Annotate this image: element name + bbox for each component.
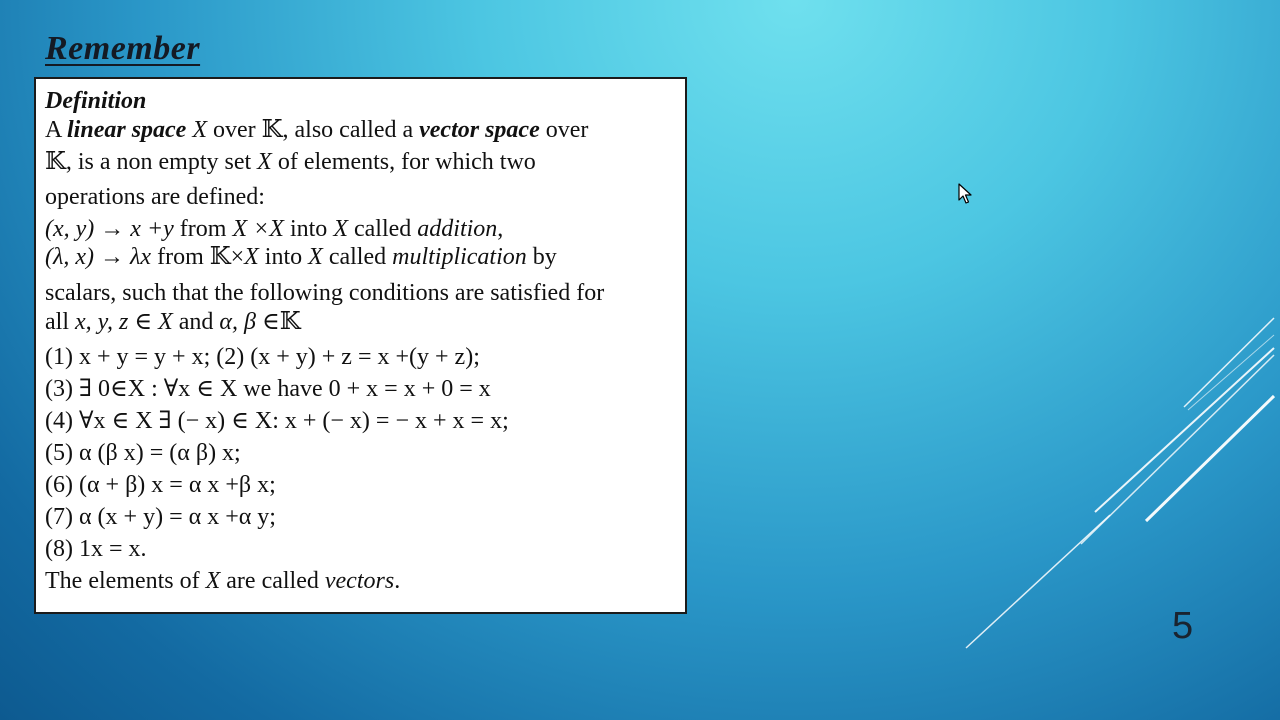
definition-line-1: A linear space X over 𝕂, also called a vector space over [45,117,589,143]
definition-line-6: scalars, such that the following conditions are satisfied for [45,280,605,306]
definition-line-3: operations are defined: [45,184,265,210]
slide-title: Remember [45,30,201,67]
multiplication-line: (λ, x) → λx from 𝕂×X into X called multiplication by [45,244,557,270]
condition-6: (6) (α + β) x = α x +β x; [45,472,276,498]
definition-line-7: all x, y, z ∈ X and α, β ∈𝕂 [45,309,301,335]
addition-line: (x, y) → x +y from X ×X into X called addition, [45,216,504,242]
condition-1-2: (1) x + y = y + x; (2) (x + y) + z = x +(y + z); [45,344,480,370]
slide-number: 5 [1172,605,1194,647]
condition-8: (8) 1x = x. [45,536,147,562]
definition-heading: Definition [45,88,147,114]
condition-7: (7) α (x + y) = α x +α y; [45,504,276,530]
definition-line-2: 𝕂, is a non empty set X of elements, for which two [45,149,536,175]
closing-line: The elements of X are called vectors. [45,568,401,594]
condition-4: (4) ∀x ∈ X ∃ (− x) ∈ X: x + (− x) = − x + x = x; [45,408,509,434]
mouse-cursor-icon [958,183,974,205]
condition-5: (5) α (β x) = (α β) x; [45,440,241,466]
condition-3: (3) ∃ 0∈X : ∀x ∈ X we have 0 + x = x + 0 = x [45,376,491,402]
